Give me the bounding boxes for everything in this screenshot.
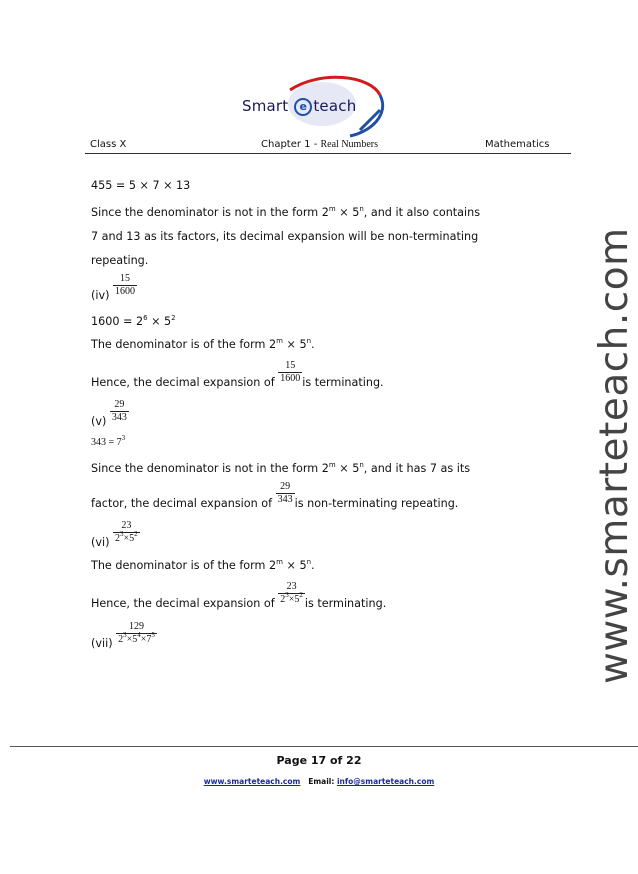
text-line: $343 = 7^3$ — [91, 434, 126, 448]
fraction: $\frac{23}{2^3\times 5^2}$ — [115, 520, 138, 544]
text-line: The denominator is of the form $2^m \times 5^n$. — [91, 558, 315, 572]
text-line: The denominator is of the form $2^m \times 5^n$. — [91, 337, 315, 351]
part-vi: (vi) $\frac{23}{2^3\times 5^2}$ — [91, 520, 138, 549]
email-link[interactable]: info@smarteteach.com — [336, 777, 435, 786]
part-v: (v) $\frac{29}{343}$ — [91, 399, 127, 428]
text-line: factor, the decimal expansion of $\frac{29}{343}$ is non-terminating repeating. — [91, 481, 459, 510]
fraction: $\frac{29}{343}$ — [277, 481, 293, 505]
chapter-title: Chapter 1 - Real Numbers — [261, 139, 378, 150]
email-label: Email: — [308, 777, 335, 786]
logo-text: Smart e teach — [242, 97, 357, 115]
text-line: repeating. — [91, 254, 149, 267]
text-line: Hence, the decimal expansion of $\frac{15}{1600}$ is terminating. — [91, 360, 384, 389]
fraction: $\frac{23}{2^3\times 5^2}$ — [280, 581, 303, 605]
page-number: Page 17 of 22 — [276, 754, 362, 767]
text-line: Since the denominator is not in the form $2^m \times 5^n$, and it has 7 as its — [91, 461, 471, 475]
text-line: 7 and 13 as its factors, its decimal expansion will be non-terminating — [91, 230, 479, 243]
footer-rule — [10, 746, 638, 747]
text-line: Since the denominator is not in the form $2^m \times 5^n$, and it also contains — [91, 205, 481, 219]
website-link[interactable]: www.smarteteach.com — [203, 777, 301, 786]
part-vii: (vii) $\frac{129}{2^3\times 5^4\times 7^5}$ — [91, 621, 155, 650]
text-line: $1600 = 2^6 \times 5^2$ — [91, 314, 176, 328]
fraction: $\frac{129}{2^3\times 5^4\times 7^5}$ — [118, 621, 155, 645]
fraction: $\frac{15}{1600}$ — [115, 273, 136, 297]
header-rule — [85, 153, 571, 154]
footer-contact — [0, 777, 638, 786]
text-line: 455 = 5 × 7 × 13 — [91, 179, 191, 192]
part-iv: (iv) $\frac{15}{1600}$ — [91, 273, 136, 302]
subject-label: Mathematics — [485, 139, 550, 150]
text-line: Hence, the decimal expansion of $\frac{23}{2^3\times 5^2}$ is terminating. — [91, 581, 387, 610]
fraction: $\frac{29}{343}$ — [111, 399, 127, 423]
fraction: $\frac{15}{1600}$ — [280, 360, 301, 384]
class-label: Class X — [90, 139, 127, 150]
side-watermark: www.smarteteach.com — [592, 227, 637, 684]
